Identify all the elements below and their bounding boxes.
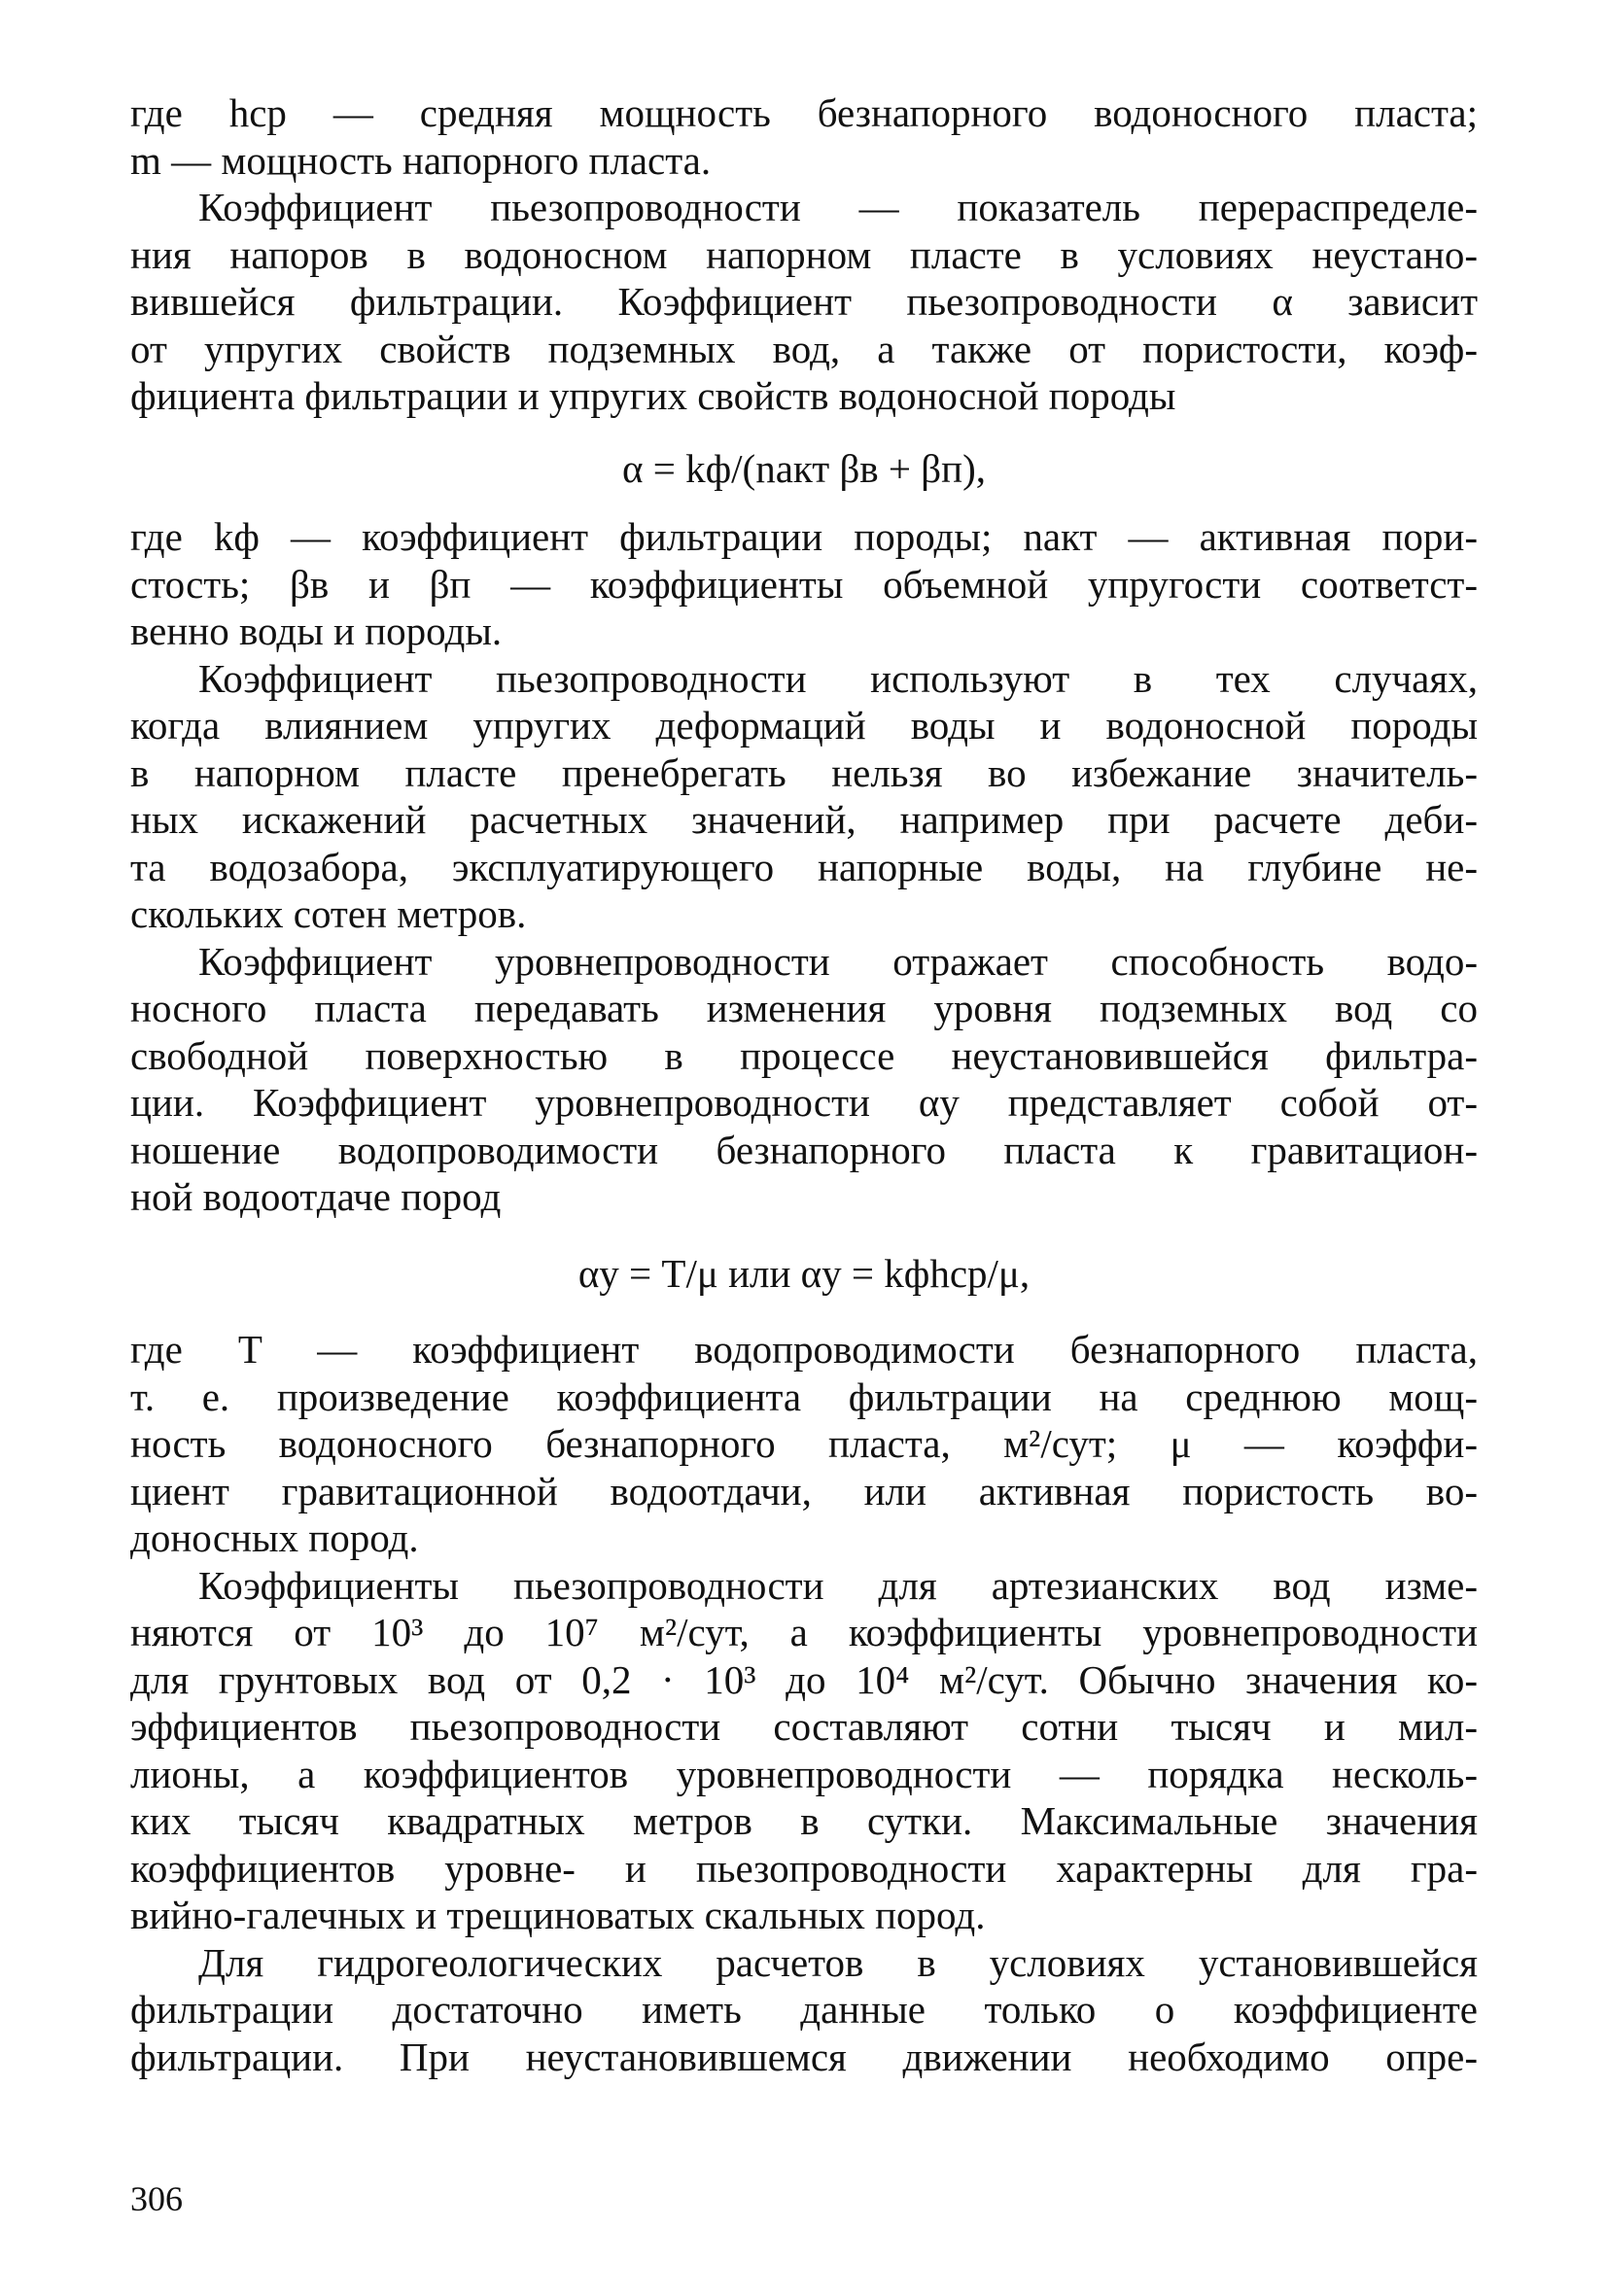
text-line: от упругих свойств подземных вод, а также от пористости, коэф- bbox=[130, 326, 1478, 371]
text-line: няются от 10³ до 10⁷ м²/сут, а коэффициенты уровнепроводности bbox=[130, 1610, 1478, 1654]
text-line: ния напоров в водоносном напорном пласте в условиях неустано- bbox=[130, 231, 1478, 277]
text-line: фильтрации. При неустановившемся движении необходимо опре- bbox=[130, 2034, 1478, 2079]
text-line: эффициентов пьезопроводности составляют сотни тысяч и мил- bbox=[130, 1704, 1478, 1749]
text-line: та водозабора, эксплуатирующего напорные воды, на глубине не- bbox=[130, 844, 1478, 889]
text-line: доносных пород. bbox=[130, 1515, 419, 1560]
text-line: скольких сотен метров. bbox=[130, 891, 527, 936]
text-line: лионы, а коэффициентов уровнепроводности — порядка несколь- bbox=[130, 1751, 1478, 1796]
text-line: циент гравитационной водоотдачи, или активная пористость во- bbox=[130, 1468, 1478, 1513]
text-line: для грунтовых вод от 0,2 · 10³ до 10⁴ м²/сут. Обычно значения ко- bbox=[130, 1656, 1478, 1702]
text-line: ции. Коэффициент уровнепроводности αу представляет собой от- bbox=[130, 1080, 1478, 1125]
text-line: ких тысяч квадратных метров в сутки. Максимальные значения bbox=[130, 1798, 1478, 1843]
text-line: ность водоносного безнапорного пласта, м²/сут; μ — коэффи- bbox=[130, 1421, 1478, 1466]
formula-piezoconductivity: α = kф/(nакт βв + βп), bbox=[621, 445, 986, 491]
text-line: свободной поверхностью в процессе неустановившейся фильтра- bbox=[130, 1032, 1478, 1078]
text-line: стость; βв и βп — коэффициенты объемной упругости соответст- bbox=[130, 561, 1478, 607]
page-number: 306 bbox=[130, 2179, 183, 2218]
text-line: коэффициентов уровне- и пьезопроводности характерны для гра- bbox=[130, 1845, 1478, 1891]
text-line: вийно-галечных и трещиноватых скальных пород. bbox=[130, 1893, 986, 1937]
text-line: ных искажений расчетных значений, например при расчете деби- bbox=[130, 797, 1478, 842]
text-line: ношение водопроводимости безнапорного пласта к гравитацион- bbox=[130, 1127, 1478, 1172]
text-line: фициента фильтрации и упругих свойств водоносной породы bbox=[130, 373, 1176, 418]
formula-level-conductivity: αу = T/μ или αу = kфhср/μ, bbox=[577, 1250, 1031, 1296]
text-line: Коэффициенты пьезопроводности для артезианских вод изме- bbox=[198, 1562, 1478, 1608]
text-line: вившейся фильтрации. Коэффициент пьезопроводности α зависит bbox=[130, 279, 1478, 324]
text-line: в напорном пласте пренебрегать нельзя во избежание значитель- bbox=[130, 749, 1478, 795]
text-line: ной водоотдаче пород bbox=[130, 1174, 502, 1219]
text-line: Коэффициент пьезопроводности — показатель перераспределе- bbox=[198, 185, 1478, 229]
text-line: фильтрации достаточно иметь данные только о коэффициенте bbox=[130, 1987, 1478, 2032]
text-line: где kф — коэффициент фильтрации породы; nакт — активная пори- bbox=[130, 514, 1478, 559]
text-line: Для гидрогеологических расчетов в условиях установившейся bbox=[198, 1939, 1478, 1985]
text-line: венно воды и породы. bbox=[130, 609, 503, 653]
text-line: Коэффициент пьезопроводности используют в тех случаях, bbox=[198, 655, 1478, 701]
body-text bbox=[130, 89, 1478, 2080]
text-line: Коэффициент уровнепроводности отражает способность водо- bbox=[198, 938, 1478, 984]
text-line: когда влиянием упругих деформаций воды и водоносной породы bbox=[130, 703, 1478, 748]
text-line: m — мощность напорного пласта. bbox=[130, 137, 712, 183]
text-line: носного пласта передавать изменения уровня подземных вод со bbox=[130, 986, 1478, 1030]
text-line: т. е. произведение коэффициента фильтрации на среднюю мощ- bbox=[130, 1374, 1478, 1419]
text-line: где T — коэффициент водопроводимости безнапорного пласта, bbox=[130, 1327, 1478, 1372]
text-line: где hср — средняя мощность безнапорного водоносного пласта; bbox=[130, 90, 1478, 135]
